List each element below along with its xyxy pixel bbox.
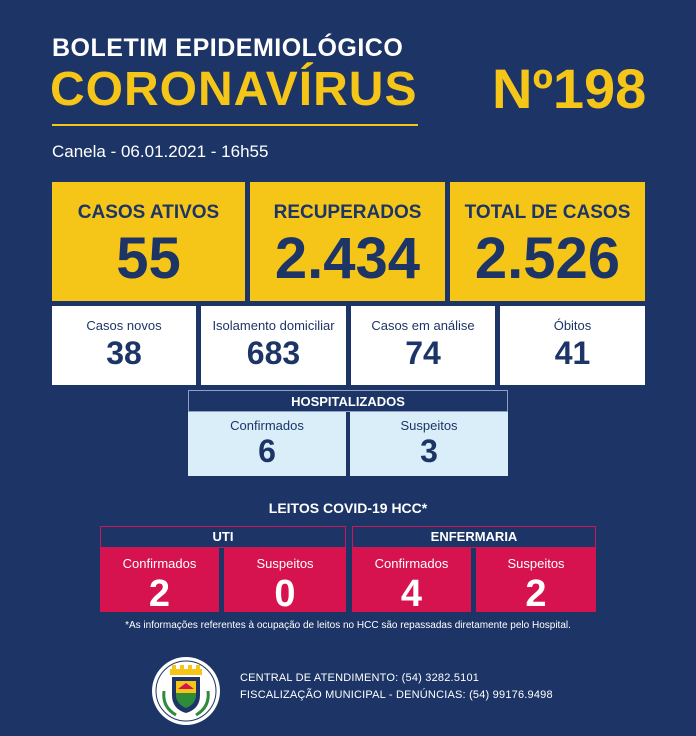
stat-label: Casos em análise [371, 318, 475, 333]
uti-suspeitos [224, 548, 346, 615]
stat-value: 55 [116, 226, 181, 291]
fiscalizacao-municipal: FISCALIZAÇÃO MUNICIPAL - DENÚNCIAS: (54) 99176.9498 [240, 689, 553, 701]
stat-label: Confirmados [230, 418, 304, 433]
stat-label: Suspeitos [256, 556, 314, 571]
bulletin-title: BOLETIM EPIDEMIOLÓGICO [52, 34, 404, 62]
bulletin-number: Nº198 [492, 57, 647, 120]
central-atendimento: CENTRAL DE ATENDIMENTO: (54) 3282.5101 [240, 672, 480, 684]
stat-value: 74 [405, 335, 441, 371]
enfermaria-suspeitos [476, 548, 596, 615]
stat-value: 0 [274, 573, 296, 615]
stat-total-de-casos [450, 182, 645, 301]
stat-label: TOTAL DE CASOS [464, 202, 631, 223]
stat-label: Suspeitos [400, 418, 458, 433]
stat-value: 6 [258, 433, 276, 469]
stat-label: Óbitos [553, 318, 592, 333]
stat-recuperados [250, 182, 445, 301]
leitos-footnote: *As informações referentes à ocupação de leitos no HCC são repassadas diretamente pelo Hospital. [125, 620, 571, 631]
hospitalizados-confirmados [188, 412, 346, 476]
stat-obitos [500, 306, 645, 385]
bulletin-dateline: Canela - 06.01.2021 - 16h55 [52, 142, 269, 161]
canela-seal-icon [150, 655, 222, 727]
uti-confirmados [100, 548, 219, 615]
stat-isolamento-domiciliar [201, 306, 346, 385]
bulletin-subtitle: CORONAVÍRUS [50, 63, 418, 116]
hospitalizados-suspeitos [350, 412, 508, 476]
stat-label: Isolamento domiciliar [212, 318, 335, 333]
stat-label: Confirmados [122, 556, 197, 571]
stat-value: 2 [148, 573, 171, 615]
stat-label: Confirmados [374, 556, 449, 571]
stat-casos-novos [52, 306, 196, 385]
stat-value: 2 [525, 573, 547, 615]
stat-value: 41 [554, 335, 591, 371]
hospitalizados-header: HOSPITALIZADOS [188, 390, 508, 412]
stat-value: 2.434 [274, 226, 421, 291]
stat-label: CASOS ATIVOS [77, 202, 220, 223]
stat-value: 683 [246, 335, 301, 371]
enfermaria-header: ENFERMARIA [352, 526, 596, 548]
stat-value: 4 [400, 573, 423, 615]
title-divider [52, 124, 418, 126]
stat-label: Suspeitos [507, 556, 565, 571]
stat-label: Casos novos [86, 318, 162, 333]
stat-value: 38 [106, 335, 142, 371]
enfermaria-confirmados [352, 548, 471, 615]
stat-value: 2.526 [474, 226, 621, 291]
stat-label: RECUPERADOS [273, 202, 422, 223]
uti-header: UTI [100, 526, 346, 548]
stat-casos-ativos [52, 182, 245, 301]
stat-casos-em-analise [351, 306, 495, 385]
stat-value: 3 [420, 433, 438, 469]
leitos-title: LEITOS COVID-19 HCC* [268, 500, 428, 516]
